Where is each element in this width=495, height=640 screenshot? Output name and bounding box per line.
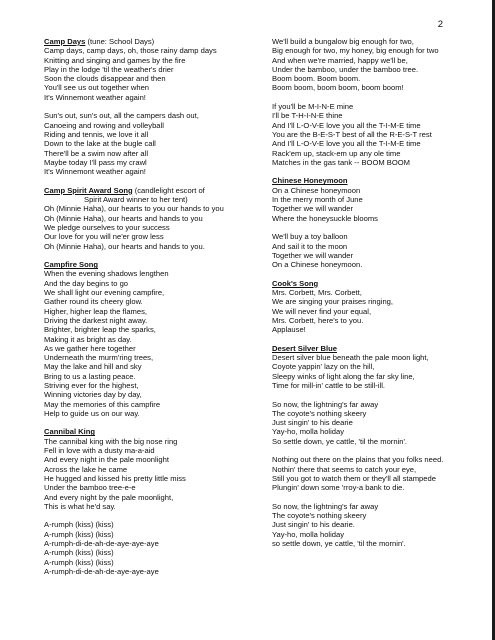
lyric-line: May the memories of this campfire bbox=[44, 399, 161, 409]
lyric-line: Soon the clouds disappear and then bbox=[44, 74, 166, 84]
lyric-line: A-rumph (kiss) (kiss) bbox=[44, 520, 114, 530]
lyric-line: When the evening shadows lengthen bbox=[44, 269, 169, 279]
lyric-line: Just singin' to his dearie. bbox=[272, 520, 355, 530]
lyric-line: So now, the lightning's far away bbox=[272, 501, 379, 511]
lyric-line: I'll be T-H-I-N-E thine bbox=[272, 111, 343, 121]
lyric-line: Making it as bright as day. bbox=[44, 334, 132, 344]
lyric-line: Mrs. Corbett, here's to you. bbox=[272, 315, 364, 325]
lyric-line: Help to guide us on our way. bbox=[44, 408, 140, 418]
lyric-line: Time for mill-in' cattle to be still-ill. bbox=[272, 380, 385, 390]
stanza bbox=[272, 186, 472, 223]
lyric-line: Yay-ho, molla holiday bbox=[272, 529, 345, 539]
stanza bbox=[44, 204, 266, 250]
stanza bbox=[272, 232, 472, 269]
lyric-line: If you'll be M-I-N-E mine bbox=[272, 102, 354, 112]
stanza bbox=[272, 37, 472, 93]
stanza bbox=[44, 46, 266, 102]
song-block bbox=[272, 37, 472, 167]
stanza bbox=[44, 111, 266, 176]
lyric-line: We shall light our evening campfire, bbox=[44, 288, 165, 298]
lyric-line: This is what he'd say. bbox=[44, 501, 116, 511]
left-column bbox=[44, 37, 266, 586]
lyric-line: Fell in love with a dusty ma-a-aid bbox=[44, 446, 155, 456]
stanza bbox=[44, 437, 266, 511]
lyric-line: Rack'em up, stack-em up any ole time bbox=[272, 148, 401, 158]
lyric-line: Sleepy winks of light along the far sky line, bbox=[272, 371, 415, 381]
lyric-line: And every night by the pale moonlight, bbox=[44, 492, 174, 502]
song-title bbox=[44, 260, 266, 269]
right-column bbox=[272, 37, 472, 558]
lyric-line: And sail it to the moon bbox=[272, 241, 348, 251]
stanza bbox=[272, 400, 472, 446]
lyric-line: Applause! bbox=[272, 325, 306, 335]
lyric-line: Driving the darkest night away. bbox=[44, 315, 148, 325]
song-note-continued: Spirit Award winner to her tent) bbox=[84, 195, 188, 205]
lyric-line: Still you got to watch them or they'll all stampede bbox=[272, 473, 436, 483]
song-title bbox=[272, 279, 472, 288]
lyric-line: Yay-ho, molla holiday bbox=[272, 427, 345, 437]
lyric-line: And I'll L-O-V-E love you all the T-I-M-E time bbox=[272, 139, 421, 149]
lyric-line: Together we will wander bbox=[272, 204, 354, 214]
stanza bbox=[272, 288, 472, 334]
song-title-text: Camp Days bbox=[44, 37, 86, 46]
stanza bbox=[272, 102, 472, 167]
lyric-line: It's Winnemont weather again! bbox=[44, 92, 146, 102]
lyric-line: Play in the lodge 'til the weather's drier bbox=[44, 64, 174, 74]
song-note: (tune: School Days) bbox=[85, 37, 155, 46]
lyric-line: In the merry month of June bbox=[272, 195, 363, 205]
lyric-line: A-rumph-di-de-ah-de-aye-aye-aye bbox=[44, 539, 159, 549]
song-title-text: Campfire Song bbox=[44, 260, 99, 270]
lyric-line: It's Winnemont weather again! bbox=[44, 167, 146, 177]
lyric-line: We'll buy a toy balloon bbox=[272, 232, 348, 242]
lyric-line: Oh (Minnie Haha), our hearts to you our hands to you bbox=[44, 204, 224, 214]
lyric-line: As we gather here together bbox=[44, 343, 136, 353]
lyric-line: Oh (Minnie Haha), our hearts and hands to you. bbox=[44, 241, 205, 251]
lyric-line: Oh (Minnie Haha), our hearts and hands to you bbox=[44, 213, 203, 223]
stanza bbox=[272, 455, 472, 492]
stanza bbox=[272, 502, 472, 548]
lyric-line: Canoeing and rowing and volleyball bbox=[44, 120, 164, 130]
lyric-line: He hugged and kissed his pretty little miss bbox=[44, 473, 186, 483]
song-block bbox=[44, 37, 266, 176]
lyric-line: Our love for you will ne'er grow less bbox=[44, 232, 164, 242]
song-title bbox=[272, 176, 472, 185]
stanza bbox=[44, 520, 266, 576]
song-note: (candlelight escort of bbox=[132, 185, 205, 195]
lyric-line: You are the B-E-S-T best of all the R-E-S-T rest bbox=[272, 129, 432, 139]
lyric-line: Maybe today I'll pass my crawl bbox=[44, 157, 147, 167]
lyric-line: On a Chinese honeymoon bbox=[272, 185, 361, 195]
lyric-line: Brighter, brighter leap the sparks, bbox=[44, 325, 156, 335]
lyric-line: Striving ever for the highest, bbox=[44, 380, 139, 390]
song-title-text: Cook's Song bbox=[272, 278, 319, 288]
song-block bbox=[272, 279, 472, 335]
lyric-line: So now, the lightning's far away bbox=[272, 399, 379, 409]
song-block bbox=[44, 186, 266, 251]
lyric-line: We pledge ourselves to your success bbox=[44, 222, 170, 232]
lyric-line: Under the bamboo tree-e-e bbox=[44, 483, 136, 493]
song-block bbox=[44, 260, 266, 418]
lyric-line: Nothin' there that seems to catch your eye, bbox=[272, 464, 417, 474]
lyric-line: The coyote's nothing skeery bbox=[272, 408, 367, 418]
page-number: 2 bbox=[437, 19, 443, 30]
lyric-line: Higher, higher leap the flames, bbox=[44, 306, 147, 316]
song-title-text: Camp Spirit Award Song bbox=[44, 185, 133, 195]
lyric-line: Boom boom. Boom boom. bbox=[272, 74, 361, 84]
lyric-line: May the lake and hill and sky bbox=[44, 362, 142, 372]
lyric-line: We will never find your equal, bbox=[272, 306, 372, 316]
lyric-line: Bring to us a lasting peace. bbox=[44, 371, 136, 381]
lyric-line: The cannibal king with the big nose ring bbox=[44, 436, 178, 446]
song-title-text: Desert Silver Blue bbox=[272, 343, 337, 353]
lyric-line: Mrs. Corbett, Mrs. Corbett, bbox=[272, 288, 362, 298]
song-title bbox=[44, 186, 266, 195]
lyric-line: We'll build a bungalow big enough for two, bbox=[272, 37, 414, 46]
song-title-text: Chinese Honeymoon bbox=[272, 176, 348, 186]
lyric-line: Knitting and singing and games by the fire bbox=[44, 55, 186, 65]
stanza bbox=[272, 353, 472, 390]
lyric-line: Plungin' down some 'rroy-a bank to die. bbox=[272, 483, 405, 493]
lyric-line: Desert silver blue beneath the pale moon light, bbox=[272, 353, 429, 363]
lyric-line: There'll be a swim now after all bbox=[44, 148, 149, 158]
song-title bbox=[44, 427, 266, 436]
lyric-line: Gather round its cheery glow. bbox=[44, 297, 143, 307]
lyric-line: The coyote's nothing skeery bbox=[272, 511, 367, 521]
lyric-line: Winning victories day by day, bbox=[44, 390, 142, 400]
song-title bbox=[44, 37, 266, 46]
lyric-line: And when we're married, happy we'll be, bbox=[272, 55, 408, 65]
lyric-line: Under the bamboo, under the bamboo tree. bbox=[272, 64, 419, 74]
lyric-line: A-rumph (kiss) (kiss) bbox=[44, 557, 114, 567]
lyric-line: So settle down, ye cattle, 'til the mornin'. bbox=[272, 436, 408, 446]
lyric-line: A-rumph (kiss) (kiss) bbox=[44, 529, 114, 539]
song-title bbox=[272, 344, 472, 353]
lyric-line: Underneath the murm'ring trees, bbox=[44, 353, 154, 363]
stanza bbox=[44, 269, 266, 418]
lyric-line: so settle down, ye cattle, 'til the mornin'. bbox=[272, 539, 406, 549]
lyric-line: Just singin' to his dearie bbox=[272, 418, 353, 428]
lyric-line: Big enough for two, my honey, big enough for two bbox=[272, 46, 439, 56]
song-title-text: Cannibal King bbox=[44, 427, 96, 437]
lyric-line: Sun's out, sun's out, all the campers dash out, bbox=[44, 111, 199, 121]
lyric-line: You'll see us out together when bbox=[44, 83, 150, 93]
lyric-line: We are singing your praises ringing, bbox=[272, 297, 393, 307]
lyric-line: Riding and tennis, we love it all bbox=[44, 129, 149, 139]
lyric-line: Matches in the gas tank -- BOOM BOOM bbox=[272, 157, 410, 167]
lyric-line: A-rumph (kiss) (kiss) bbox=[44, 548, 114, 558]
lyric-line: Together we will wander bbox=[272, 250, 354, 260]
lyric-line: Boom boom, boom boom, boom boom! bbox=[272, 83, 404, 93]
lyric-line: Down to the lake at the bugle call bbox=[44, 139, 156, 149]
lyric-line: Coyote yappin' lazy on the hill, bbox=[272, 362, 375, 372]
lyric-line: Nothing out there on the plains that you folks need. bbox=[272, 455, 444, 465]
lyric-line: Camp days, camp days, oh, those rainy damp days bbox=[44, 46, 217, 56]
lyric-line: On a Chinese honeymoon. bbox=[272, 260, 363, 270]
lyric-line: And the day begins to go bbox=[44, 278, 129, 288]
lyric-line: Where the honeysuckle blooms bbox=[272, 213, 378, 223]
song-block bbox=[272, 344, 472, 549]
song-block bbox=[44, 427, 266, 576]
lyric-line: And every night in the pale moonlight bbox=[44, 455, 169, 465]
song-block bbox=[272, 176, 472, 269]
lyric-line: A-rumph-di-de-ah-de-aye-aye-aye bbox=[44, 566, 159, 576]
lyric-line: And I'll L-O-V-E love you all the T-I-M-E time bbox=[272, 120, 421, 130]
lyric-line: Across the lake he came bbox=[44, 464, 128, 474]
